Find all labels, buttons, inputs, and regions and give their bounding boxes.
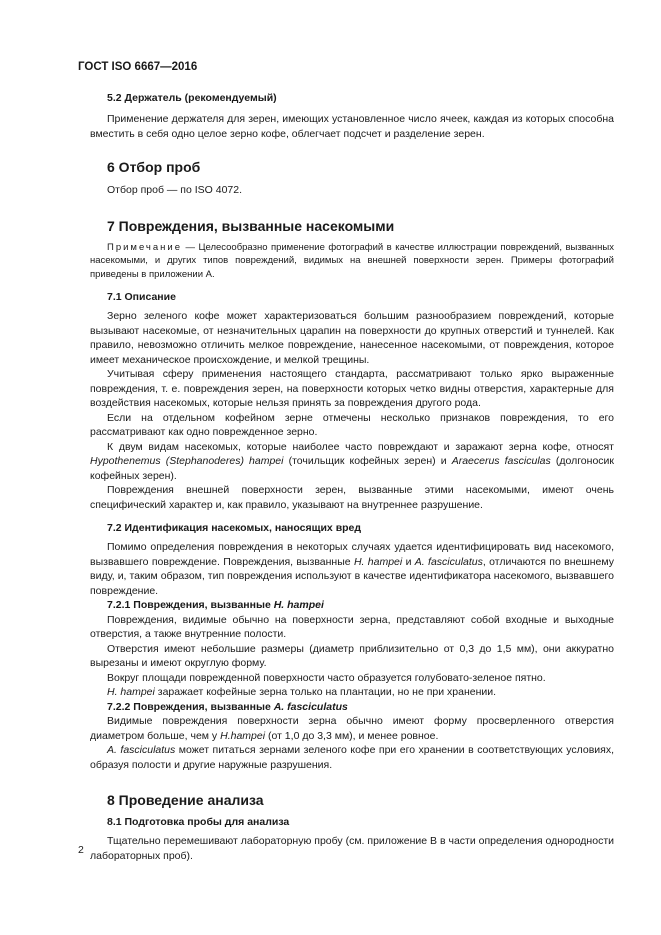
section-7-2-2-paragraph-2 [90, 743, 614, 772]
section-8-1-paragraph: Тщательно перемешивают лабораторную пробу (см. приложение В в части определения однородности лабораторных проб). [90, 835, 614, 862]
standard-header: ГОСТ ISO 6667—2016 [78, 61, 198, 73]
species-name: H. hampei [353, 555, 403, 568]
section-7-2-2-title [107, 700, 614, 715]
section-8-title: 8 Проведение анализа [107, 792, 264, 808]
section-7-1-paragraph-5: Повреждения внешней поверхности зерен, вызванные этими насекомыми, имеют очень специфический характер и, как правило, указывают на внутреннее разрушение. [90, 484, 614, 511]
note-label: Примечание [107, 241, 182, 253]
page-number: 2 [78, 844, 84, 856]
text-run: 7.2.1 Повреждения, вызванные [107, 599, 274, 611]
section-7-1-title: 7.1 Описание [107, 291, 176, 303]
text-run: 7.2.2 Повреждения, вызванные [107, 700, 274, 713]
species-name: H. hampei [107, 686, 155, 698]
section-7-2-1-paragraph-3: Вокруг площади поврежденной поверхности часто образуется голубовато-зеленое пятно. [107, 671, 546, 684]
section-8-1-title: 8.1 Подготовка пробы для анализа [107, 816, 290, 828]
section-7-2-1-title [107, 598, 614, 613]
section-6-paragraph: Отбор проб — по ISO 4072. [107, 184, 243, 196]
section-7-2-1-paragraph-1: Повреждения, видимые обычно на поверхности зерна, представляют собой входные и выходные отверстия, а также внутренние полости. [90, 613, 614, 640]
text-run: , отличаются по внешнему виду, и, таким образом, тип повреждения используют в качестве идентификатора насекомого, вызвавшего повреждение. [90, 555, 614, 597]
text-run: может питаться зернами зеленого кофе при его хранении в соответствующих условиях, образуя полости и другие наружные разрушения. [90, 744, 614, 771]
section-7-2-2-paragraph-1 [90, 714, 614, 743]
text-run: Помимо определения повреждения в некоторых случаях удается идентифицировать вид насекомого, вызвавшего повреждение. Повреждения, вызванные [90, 541, 614, 568]
species-name: H. hampei [273, 599, 324, 611]
species-name: A. fasciculatus [107, 744, 176, 756]
species-name: Araecerus fasciculas [451, 455, 551, 467]
page-content [90, 92, 614, 863]
text-run: (долгоносик кофейных зерен). [90, 455, 614, 482]
text-run: (точильщик кофейных зерен) и [283, 455, 452, 467]
section-7-2-1-paragraph-2: Отверстия имеют небольшие размеры (диаметр приблизительно от 0,3 до 1,5 мм), они аккуратно вырезаны и имеют округлую форму. [90, 642, 614, 669]
text-run: заражает кофейные зерна только на плантации, но не при хранении. [154, 686, 497, 698]
section-6-title: 6 Отбор проб [107, 159, 201, 175]
section-7-note [90, 241, 614, 282]
section-7-1-paragraph-3: Если на отдельном кофейном зерне отмечены несколько признаков повреждения, то его рассматривают как одно поврежденное зерно. [90, 411, 614, 438]
section-7-1-paragraph-4 [90, 440, 614, 484]
species-name: H.hampei [220, 729, 266, 742]
text-run: и [402, 555, 415, 568]
text-run: Видимые повреждения поверхности зерна обычно имеют форму просверленного отверстия диаметром больше, чем у [90, 715, 614, 742]
note-text: — Целесообразно применение фотографий в качестве иллюстрации повреждений, вызванных насекомыми, и других типов повреждений, видимых на внешней поверхности зерен. Примеры фотографий приведены в приложении А. [90, 241, 614, 280]
section-5-2-paragraph: Применение держателя для зерен, имеющих установленное число ячеек, каждая из которых способна вместить в себя одно целое зерно кофе, облегчает подсчет и разделение зерен. [90, 113, 614, 140]
section-7-title: 7 Повреждения, вызванные насекомыми [107, 217, 395, 234]
text-run: К двум видам насекомых, которые наиболее часто повреждают и заражают зерна кофе, относят [107, 440, 614, 453]
species-name: A. fasciculatus [414, 555, 483, 568]
section-7-2-paragraph-1 [90, 540, 614, 598]
section-5-2-title: 5.2 Держатель (рекомендуемый) [107, 92, 277, 104]
species-name: Hypothenemus (Stephanoderes) hampei [90, 455, 284, 467]
section-7-2-title: 7.2 Идентификация насекомых, наносящих вред [107, 522, 362, 534]
species-name: A. fasciculatus [273, 700, 348, 713]
section-7-1-paragraph-2: Учитывая сферу применения настоящего стандарта, рассматривают только ярко выраженные повреждения, т. е. повреждения зерен, на поверхности которых четко видны отверстия, характерные для воздействия насекомых, которые нельзя принять за повреждения другого рода. [90, 368, 614, 409]
text-run: (от 1,0 до 3,3 мм), и менее ровное. [265, 729, 439, 742]
section-7-1-paragraph-1: Зерно зеленого кофе может характеризоваться большим разнообразием повреждений, которые вызывают насекомые, от незначительных царапин на поверхности до крупных отверстий и туннелей. Как правило, невозможно отличить мелкое повреждение, нанесенное насекомыми, от повреждения, которое имеет механическое происхождение, и мелкой трещины. [90, 310, 614, 366]
section-7-2-1-paragraph-4 [90, 685, 614, 700]
